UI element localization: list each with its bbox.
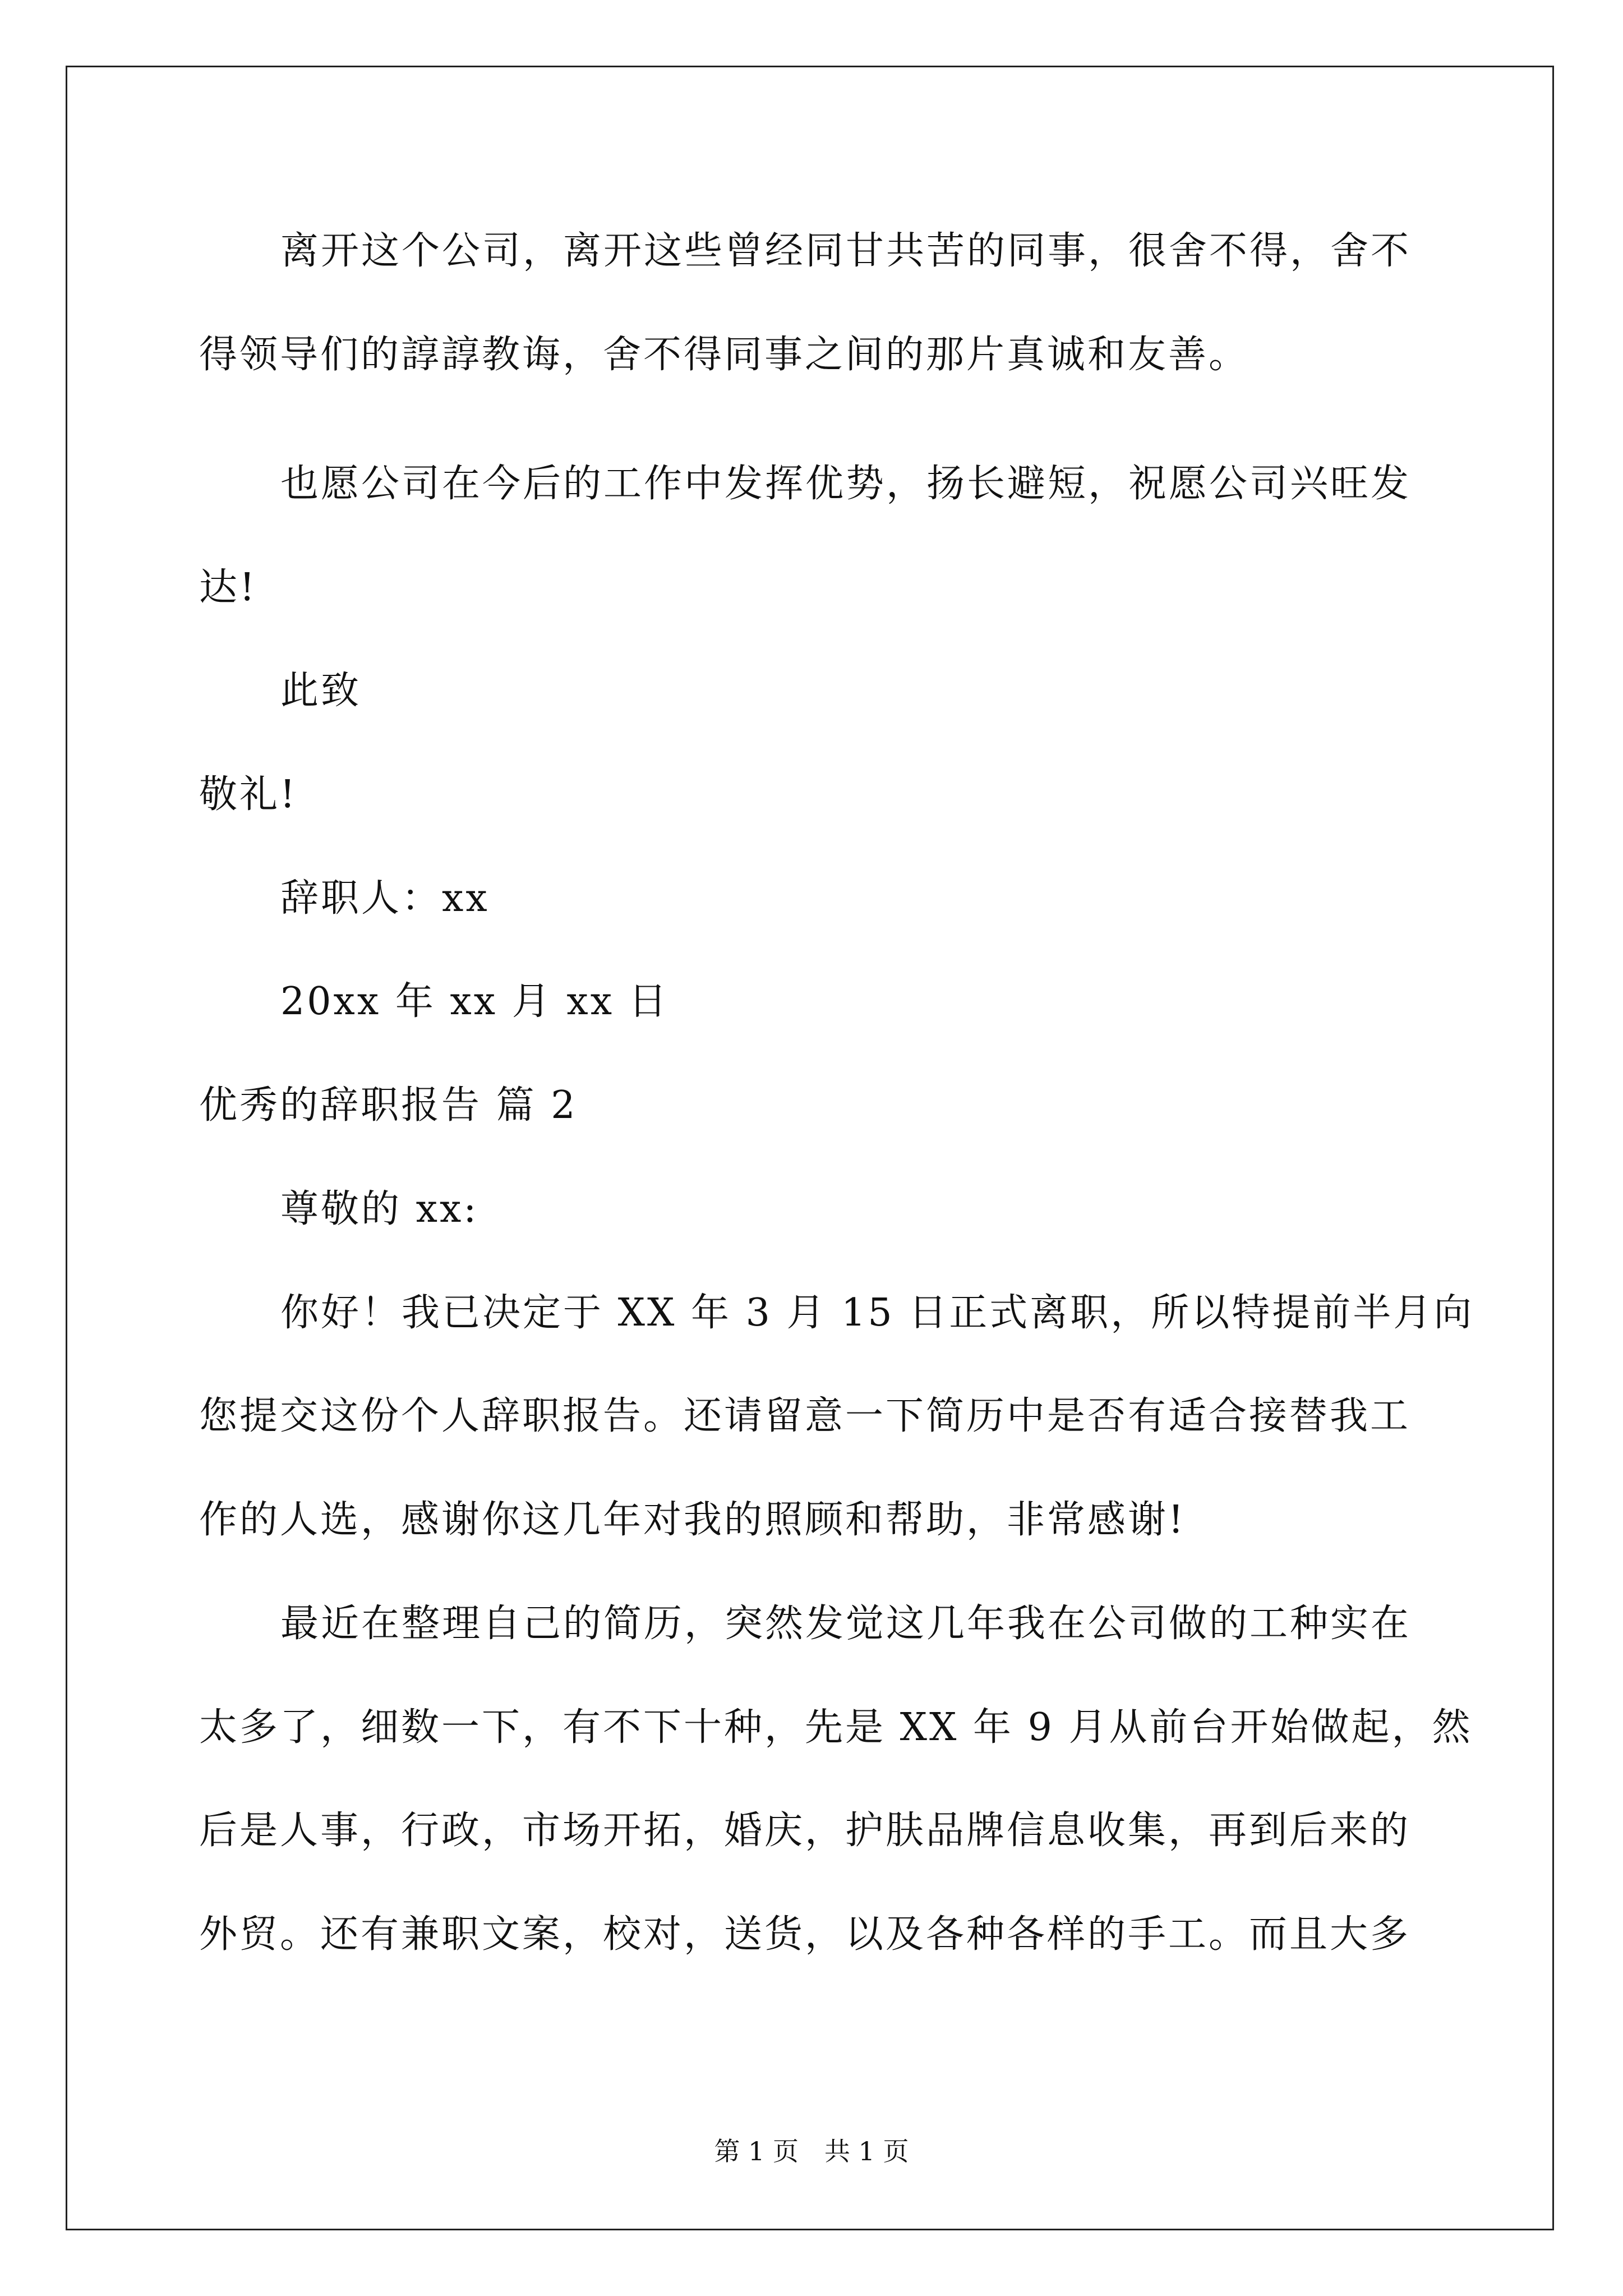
signature-date: 20xx 年 xx 月 xx 日 — [280, 979, 669, 1024]
closing-salutation: 此致 — [280, 669, 362, 713]
signature-name: 辞职人：xx — [280, 876, 490, 921]
greeting: 尊敬的 xx: — [280, 1187, 479, 1231]
section-heading: 优秀的辞职报告 篇 2 — [199, 1083, 578, 1128]
paragraph-line: 太多了，细数一下，有不下十种，先是 XX 年 9 月从前台开始做起，然 — [199, 1705, 1473, 1750]
page-footer: 第 1 页 共 1 页 — [714, 2136, 909, 2166]
paragraph-line: 外贸。还有兼职文案，校对，送货，以及各种各样的手工。而且大多 — [199, 1912, 1411, 1957]
paragraph-line: 达! — [199, 565, 257, 610]
paragraph-line: 得领导们的諄諄教诲，舍不得同事之间的那片真诚和友善。 — [199, 333, 1249, 377]
paragraph-line: 后是人事，行政，市场开拓，婚庆，护肤品牌信息收集，再到后来的 — [199, 1809, 1411, 1853]
paragraph-line: 作的人选，感谢你这几年对我的照顾和帮助，非常感谢! — [199, 1498, 1186, 1542]
paragraph-line: 您提交这份个人辞职报告。还请留意一下简历中是否有适合接替我工 — [199, 1394, 1411, 1438]
page-border — [66, 66, 1554, 2230]
paragraph-line: 你好！我已决定于 XX 年 3 月 15 日正式离职，所以特提前半月向 — [280, 1291, 1474, 1335]
paragraph-line: 离开这个公司，离开这些曾经同甘共苦的同事，很舍不得，舍不 — [280, 229, 1412, 273]
closing-regards: 敬礼! — [199, 772, 298, 817]
paragraph-line: 也愿公司在今后的工作中发挥优势，扬长避短，祝愿公司兴旺发 — [280, 462, 1412, 506]
paragraph-line: 最近在整理自己的简历，突然发觉这几年我在公司做的工种实在 — [280, 1602, 1412, 1646]
